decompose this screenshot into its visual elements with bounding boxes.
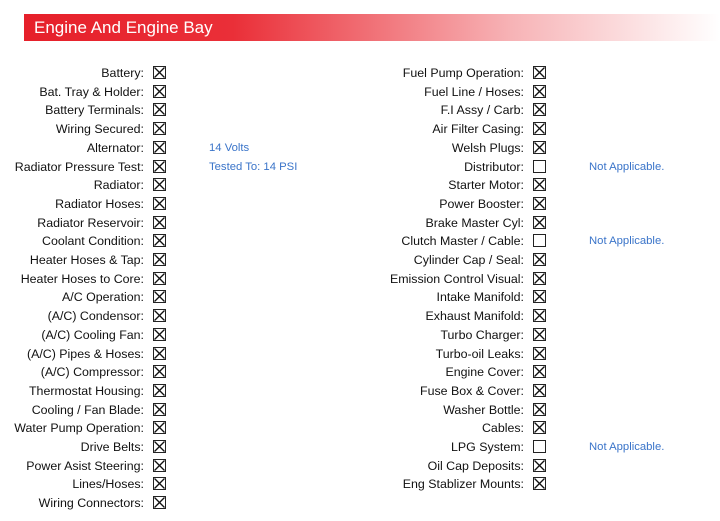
checklist-row-starter-motor — [360, 176, 690, 195]
checklist-row-fuse-box-and-cover — [360, 382, 690, 401]
empty-checkbox-icon[interactable] — [533, 160, 546, 173]
checklist-label: (A/C) Condensor: — [47, 309, 144, 324]
checklist-row-oil-cap-deposits — [360, 457, 690, 476]
checklist-note: Not Applicable. — [589, 160, 665, 173]
checklist-label: Battery Terminals: — [45, 103, 144, 118]
checklist-row-power-asist-steering — [0, 457, 330, 476]
section-title: Engine And Engine Bay — [34, 18, 213, 37]
checklist-label: Starter Motor: — [448, 178, 524, 193]
checked-box-icon[interactable] — [533, 66, 546, 79]
checked-box-icon[interactable] — [533, 365, 546, 378]
checked-box-icon[interactable] — [533, 141, 546, 154]
checklist-label: Power Asist Steering: — [26, 458, 144, 473]
checklist-label: Wiring Secured: — [55, 122, 144, 137]
empty-checkbox-icon[interactable] — [533, 234, 546, 247]
checklist-row-emission-control-visual — [360, 270, 690, 289]
checked-box-icon[interactable] — [153, 85, 166, 98]
checklist-row-radiator-hoses — [0, 195, 330, 214]
checklist-row-power-booster — [360, 195, 690, 214]
checklist-row-battery-terminals — [0, 101, 330, 120]
checklist-row-bat-tray-and-holder — [0, 83, 330, 102]
checked-box-icon[interactable] — [153, 141, 166, 154]
checklist-label: Radiator: — [93, 178, 144, 193]
checklist-label: Radiator Hoses: — [55, 196, 144, 211]
checklist-row-a-c-compressor — [0, 363, 330, 382]
checklist-row-drive-belts — [0, 438, 330, 457]
checklist-row-water-pump-operation — [0, 419, 330, 438]
checklist-label: Water Pump Operation: — [14, 421, 144, 436]
checklist-row-radiator-pressure-test — [0, 158, 330, 177]
checked-box-icon[interactable] — [533, 384, 546, 397]
checklist-label: Coolant Condition: — [42, 234, 144, 249]
checklist-label: Oil Cap Deposits: — [427, 458, 524, 473]
checklist-label: Welsh Plugs: — [451, 140, 524, 155]
checklist-row-radiator-reservoir — [0, 214, 330, 233]
checklist-note: Tested To: 14 PSI — [209, 160, 298, 173]
checklist-label: Clutch Master / Cable: — [401, 234, 524, 249]
checklist-row-distributor — [360, 158, 690, 177]
checklist-label: Washer Bottle: — [443, 402, 524, 417]
checklist-label: Fuel Pump Operation: — [402, 66, 524, 80]
checklist-label: Bat. Tray & Holder: — [39, 84, 144, 99]
checklist-label: Power Booster: — [439, 196, 524, 211]
checked-box-icon[interactable] — [533, 421, 546, 434]
checked-box-icon[interactable] — [153, 477, 166, 490]
checked-box-icon[interactable] — [153, 253, 166, 266]
checked-box-icon[interactable] — [153, 440, 166, 453]
checklist-label: (A/C) Pipes & Hoses: — [26, 346, 144, 361]
checked-box-icon[interactable] — [533, 103, 546, 116]
checked-box-icon[interactable] — [153, 384, 166, 397]
checklist-label: Lines/Hoses: — [72, 477, 144, 492]
checklist-label: Air Filter Casing: — [432, 122, 524, 137]
checked-box-icon[interactable] — [533, 328, 546, 341]
checked-box-icon[interactable] — [153, 178, 166, 191]
checked-box-icon[interactable] — [153, 66, 166, 79]
checked-box-icon[interactable] — [153, 290, 166, 303]
checked-box-icon[interactable] — [533, 459, 546, 472]
checklist-row-f-i-assy-carb — [360, 101, 690, 120]
checked-box-icon[interactable] — [533, 178, 546, 191]
checklist-label: Turbo-oil Leaks: — [435, 346, 524, 361]
checklist-row-clutch-master-cable — [360, 232, 690, 251]
checklist-label: Emission Control Visual: — [389, 271, 524, 286]
checklist-row-radiator — [0, 176, 330, 195]
checklist-label: Eng Stablizer Mounts: — [402, 477, 524, 492]
checked-box-icon[interactable] — [153, 403, 166, 416]
checklist-label: Radiator Pressure Test: — [14, 159, 144, 174]
checked-box-icon[interactable] — [533, 403, 546, 416]
checklist-row-turbo-charger — [360, 326, 690, 345]
checklist-row-heater-hoses-to-core — [0, 270, 330, 289]
checklist-label: Intake Manifold: — [436, 290, 524, 305]
checked-box-icon[interactable] — [153, 421, 166, 434]
checklist-row-a-c-operation — [0, 288, 330, 307]
checked-box-icon[interactable] — [533, 477, 546, 490]
checklist-row-thermostat-housing — [0, 382, 330, 401]
checked-box-icon[interactable] — [533, 122, 546, 135]
checklist-label: Cylinder Cap / Seal: — [413, 253, 524, 267]
checklist-row-fuel-pump-operation — [360, 64, 690, 83]
checked-box-icon[interactable] — [153, 197, 166, 210]
section-header-bar — [24, 14, 720, 41]
checklist-label: Thermostat Housing: — [28, 383, 144, 398]
checklist-label: (A/C) Cooling Fan: — [41, 327, 144, 342]
checklist-row-lpg-system — [360, 438, 690, 457]
checked-box-icon[interactable] — [153, 160, 166, 173]
checklist-label: Brake Master Cyl: — [425, 215, 524, 230]
checked-box-icon[interactable] — [533, 197, 546, 210]
checklist-row-exhaust-manifold — [360, 307, 690, 326]
checked-box-icon[interactable] — [153, 272, 166, 285]
checklist-label: Drive Belts: — [80, 440, 144, 454]
checklist-label: A/C Operation: — [62, 290, 144, 305]
checked-box-icon[interactable] — [153, 234, 166, 247]
checklist-row-wiring-secured — [0, 120, 330, 139]
checked-box-icon[interactable] — [153, 103, 166, 116]
checklist-note: Not Applicable. — [589, 235, 665, 248]
checklist-row-brake-master-cyl — [360, 214, 690, 233]
checklist-label: Fuel Line / Hoses: — [424, 84, 524, 99]
checklist-row-welsh-plugs — [360, 139, 690, 158]
checked-box-icon[interactable] — [533, 85, 546, 98]
checklist-row-fuel-line-hoses — [360, 83, 690, 102]
checklist-row-cylinder-cap-seal — [360, 251, 690, 270]
checklist-label: Heater Hoses to Core: — [20, 271, 144, 286]
checklist-label: Alternator: — [86, 140, 144, 155]
checklist-row-lines-hoses — [0, 475, 330, 494]
checked-box-icon[interactable] — [533, 347, 546, 360]
checklist-row-air-filter-casing — [360, 120, 690, 139]
checklist-label: Engine Cover: — [445, 365, 524, 380]
checked-box-icon[interactable] — [153, 216, 166, 229]
checklist-label: Heater Hoses & Tap: — [29, 253, 144, 267]
checklist-note: Not Applicable. — [589, 441, 665, 453]
checklist-row-washer-bottle — [360, 401, 690, 420]
checklist-row-heater-hoses-and-tap — [0, 251, 330, 270]
checklist-row-a-c-condensor — [0, 307, 330, 326]
checklist-label: Radiator Reservoir: — [37, 215, 144, 230]
checklist-label: Exhaust Manifold: — [425, 309, 524, 324]
checklist-row-battery — [0, 64, 330, 83]
checked-box-icon[interactable] — [153, 496, 166, 509]
checklist-label: Turbo Charger: — [440, 327, 524, 342]
checklist-row-turbo-oil-leaks — [360, 345, 690, 364]
checklist-row-cooling-fan-blade — [0, 401, 330, 420]
checked-box-icon[interactable] — [533, 290, 546, 303]
checked-box-icon[interactable] — [533, 272, 546, 285]
checklist-label: F.I Assy / Carb: — [440, 103, 524, 118]
checklist-label: LPG System: — [451, 440, 524, 454]
checklist-row-alternator — [0, 139, 330, 158]
checklist-row-engine-cover — [360, 363, 690, 382]
checklist-note: 14 Volts — [209, 141, 250, 154]
checked-box-icon[interactable] — [153, 365, 166, 378]
empty-checkbox-icon[interactable] — [533, 440, 546, 453]
checklist-label: Cooling / Fan Blade: — [31, 402, 144, 417]
checklist-label: Battery: — [101, 66, 144, 80]
checklist-row-cables — [360, 419, 690, 438]
checklist-row-a-c-cooling-fan — [0, 326, 330, 345]
checked-box-icon[interactable] — [153, 347, 166, 360]
checklist-label: Wiring Connectors: — [38, 496, 144, 511]
checklist-row-eng-stablizer-mounts — [360, 475, 690, 494]
checklist-row-a-c-pipes-and-hoses — [0, 345, 330, 364]
checked-box-icon[interactable] — [533, 309, 546, 322]
checklist-row-intake-manifold — [360, 288, 690, 307]
checklist-row-coolant-condition — [0, 232, 330, 251]
checked-box-icon[interactable] — [153, 122, 166, 135]
checked-box-icon[interactable] — [533, 253, 546, 266]
checked-box-icon[interactable] — [153, 459, 166, 472]
checklist-label: Cables: — [481, 421, 524, 436]
checked-box-icon[interactable] — [153, 309, 166, 322]
checked-box-icon[interactable] — [533, 216, 546, 229]
checklist-label: Distributor: — [464, 159, 524, 174]
checklist-label: (A/C) Compressor: — [40, 365, 144, 380]
checklist-row-wiring-connectors — [0, 494, 330, 513]
checked-box-icon[interactable] — [153, 328, 166, 341]
checklist-label: Fuse Box & Cover: — [420, 383, 524, 398]
